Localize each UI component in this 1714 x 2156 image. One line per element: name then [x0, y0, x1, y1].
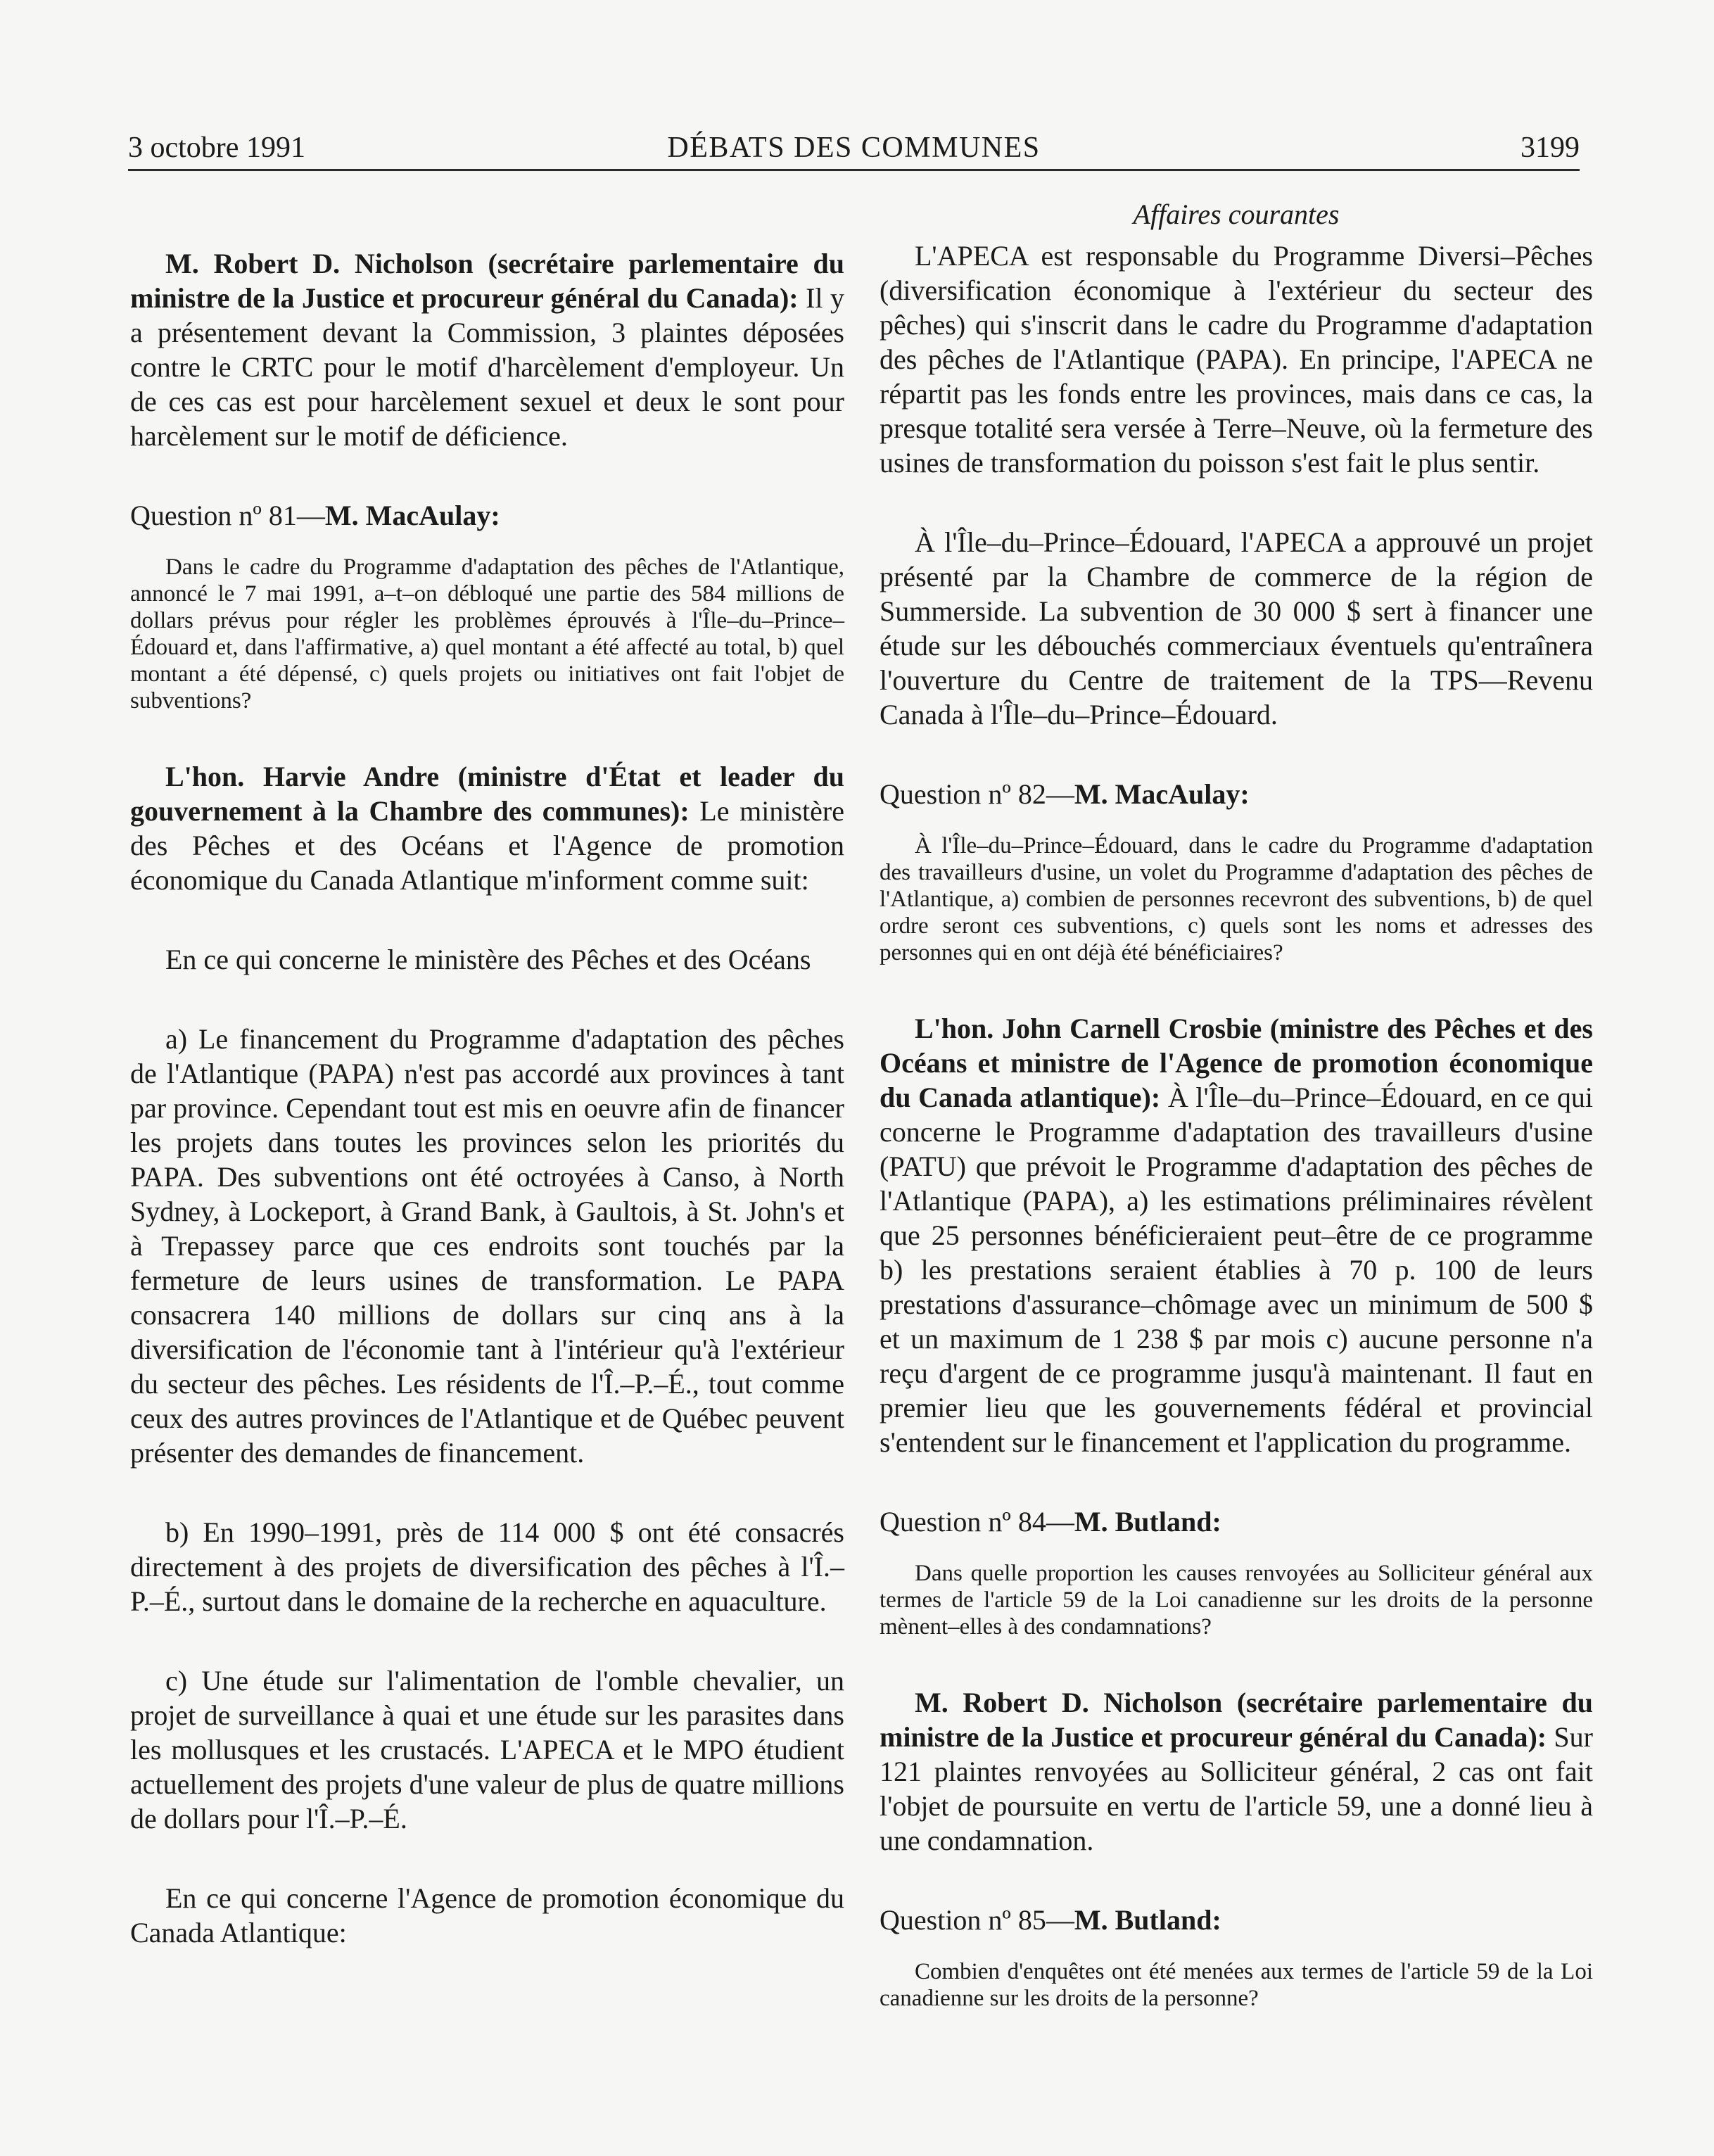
question-heading [880, 1504, 1593, 1539]
question-text: À l'Île–du–Prince–Édouard, dans le cadre du Programme d'adaptation des travailleurs d'usine, un volet du Programme d'adaptation des pêches de l'Atlantique, a) combien de personnes recevront des subventions, b) de quel ordre seront ces subventions, c) quels sont les noms et adresses des personnes qui en ont déjà été bénéficiaires? [880, 833, 1593, 965]
answer-text: Le ministère des Pêches et des Océans et l'Agence de promotion économique du Canada Atlantique m'informent comme suit: [130, 795, 844, 896]
question-heading [880, 777, 1593, 811]
body-paragraph: À l'Île–du–Prince–Édouard, l'APECA a approuvé un projet présenté par la Chambre de commerce de la région de Summerside. La subvention de 30 000 $ sert à financer une étude sur les débouchés commerciaux éventuels qu'entraînera l'ouverture du Centre de traitement de la TPS—Revenu Canada à l'Île–du–Prince–Édouard. [880, 526, 1593, 730]
question-label: Question nº 85— [880, 1904, 1074, 1936]
answer-text: Sur 121 plaintes renvoyées au Solliciteur général, 2 cas ont fait l'objet de poursuite en vertu de l'article 59, une a donné lieu à une condamnation. [880, 1721, 1593, 1856]
speaker-name: M. Robert D. Nicholson (secrétaire parlementaire du ministre de la Justice et procureur général du Canada): [880, 1687, 1593, 1753]
speaker-name: M. Robert D. Nicholson (secrétaire parlementaire du ministre de la Justice et procureur général du Canada): [130, 248, 844, 314]
question-author: M. MacAulay: [1074, 778, 1250, 810]
answer-paragraph [880, 1685, 1593, 1858]
question-text: Combien d'enquêtes ont été menées aux termes de l'article 59 de la Loi canadienne sur les droits de la personne? [880, 1959, 1593, 2011]
answer-paragraph [880, 1011, 1593, 1459]
header-title: DÉBATS DES COMMUNES [667, 132, 1041, 164]
answer-paragraph [130, 759, 844, 897]
question-label: Question nº 82— [880, 778, 1074, 810]
question-text: Dans quelle proportion les causes renvoyées au Solliciteur général aux termes de l'article 59 de la Loi canadienne sur les droits de la personne mènent–elles à des condamnations? [880, 1561, 1593, 1640]
question-author: M. MacAulay: [324, 500, 500, 531]
answer-text: À l'Île–du–Prince–Édouard, en ce qui concerne le Programme d'adaptation des travailleurs d'usine (PATU) que prévoit le Programme d'adaptation des pêches de l'Atlantique (PAPA), a) les estimations préliminaires révèlent que 25 personnes bénéficieraient peut–être de ce programme b) les prestations seraient établies à 70 p. 100 de leurs prestations d'assurance–chômage avec un minimum de 500 $ et un maximum de 1 238 $ par mois c) aucune personne n'a reçu d'argent de ce programme jusqu'à maintenant. Il faut en premier lieu que les gouvernements fédéral et provincial s'entendent sur le financement et l'application du programme. [880, 1082, 1593, 1458]
body-paragraph: L'APECA est responsable du Programme Diversi–Pêches (diversification économique à l'extérieur du secteur des pêches) qui s'inscrit dans le cadre du Programme d'adaptation des pêches de l'Atlantique (PAPA). En principe, l'APECA ne répartit pas les fonds entre les provinces, mais dans ce cas, la presque totalité sera versée à Terre–Neuve, où la fermeture des usines de transformation du poisson s'est fait le plus sentir. [880, 240, 1593, 478]
body-paragraph: a) Le financement du Programme d'adaptation des pêches de l'Atlantique (PAPA) n'est pas accordé aux provinces à tant par province. Cependant tout est mis en oeuvre afin de financer les projets dans toutes les provinces selon les priorités du PAPA. Des subventions ont été octroyées à Canso, à North Sydney, à Lockeport, à Grand Bank, à Gaultois, à St. John's et à Trepassey parce que ces endroits sont touchés par la fermeture de leurs usines de transformation. Le PAPA consacrera 140 millions de dollars sur cinq ans à la diversification de l'économie tant à l'intérieur qu'à l'extérieur du secteur des pêches. Les résidents de l'Î.–P.–É., tout comme ceux des autres provinces de l'Atlantique et de Québec peuvent présenter des demandes de financement. [130, 1023, 844, 1469]
right-column [880, 197, 1593, 2012]
answer-text: Il y a présentement devant la Commission, 3 plaintes déposées contre le CRTC pour le motif d'harcèlement d'employeur. Un de ces cas est pour harcèlement sexuel et deux le sont pour harcèlement sur le motif de déficience. [130, 282, 844, 452]
body-paragraph: c) Une étude sur l'alimentation de l'omble chevalier, un projet de surveillance à quai et une étude sur les parasites dans les mollusques et les crustacés. L'APECA et le MPO étudient actuellement des projets d'une valeur de plus de quatre millions de dollars pour l'Î.–P.–É. [130, 1665, 844, 1834]
question-heading [130, 498, 844, 533]
question-label: Question nº 84— [880, 1506, 1074, 1537]
page-header [128, 127, 1580, 169]
question-label: Question nº 81— [130, 500, 325, 531]
question-heading [880, 1903, 1593, 1937]
body-paragraph: En ce qui concerne l'Agence de promotion économique du Canada Atlantique: [130, 1882, 844, 1948]
page-number: 3199 [1521, 132, 1580, 164]
answer-paragraph [130, 246, 844, 453]
section-title: Affaires courantes [1133, 198, 1340, 230]
left-column [130, 246, 844, 1950]
body-paragraph: En ce qui concerne le ministère des Pêches et des Océans [165, 944, 811, 975]
header-rule [128, 169, 1580, 171]
question-author: M. Butland: [1074, 1506, 1221, 1537]
speaker-name: L'hon. John Carnell Crosbie (ministre des Pêches et des Océans et ministre de l'Agence de promotion économique du Canada atlantique): [880, 1013, 1593, 1113]
body-paragraph: b) En 1990–1991, près de 114 000 $ ont été consacrés directement à des projets de diversification des pêches à l'Î.–P.–É., surtout dans le domaine de la recherche en aquaculture. [130, 1516, 844, 1617]
header-date: 3 octobre 1991 [128, 132, 305, 164]
speaker-name: L'hon. Harvie Andre (ministre d'État et leader du gouvernement à la Chambre des communes): [130, 761, 844, 827]
question-author: M. Butland: [1074, 1904, 1221, 1936]
question-text: Dans le cadre du Programme d'adaptation des pêches de l'Atlantique, annoncé le 7 mai 1991, a–t–on débloqué une partie des 584 millions de dollars prévus pour régler les problèmes éprouvés à l'Île–du–Prince–Édouard et, dans l'affirmative, a) quel montant a été affecté au total, b) quel montant a été dépensé, c) quels projets ou initiatives ont fait l'objet de subventions? [130, 554, 844, 714]
